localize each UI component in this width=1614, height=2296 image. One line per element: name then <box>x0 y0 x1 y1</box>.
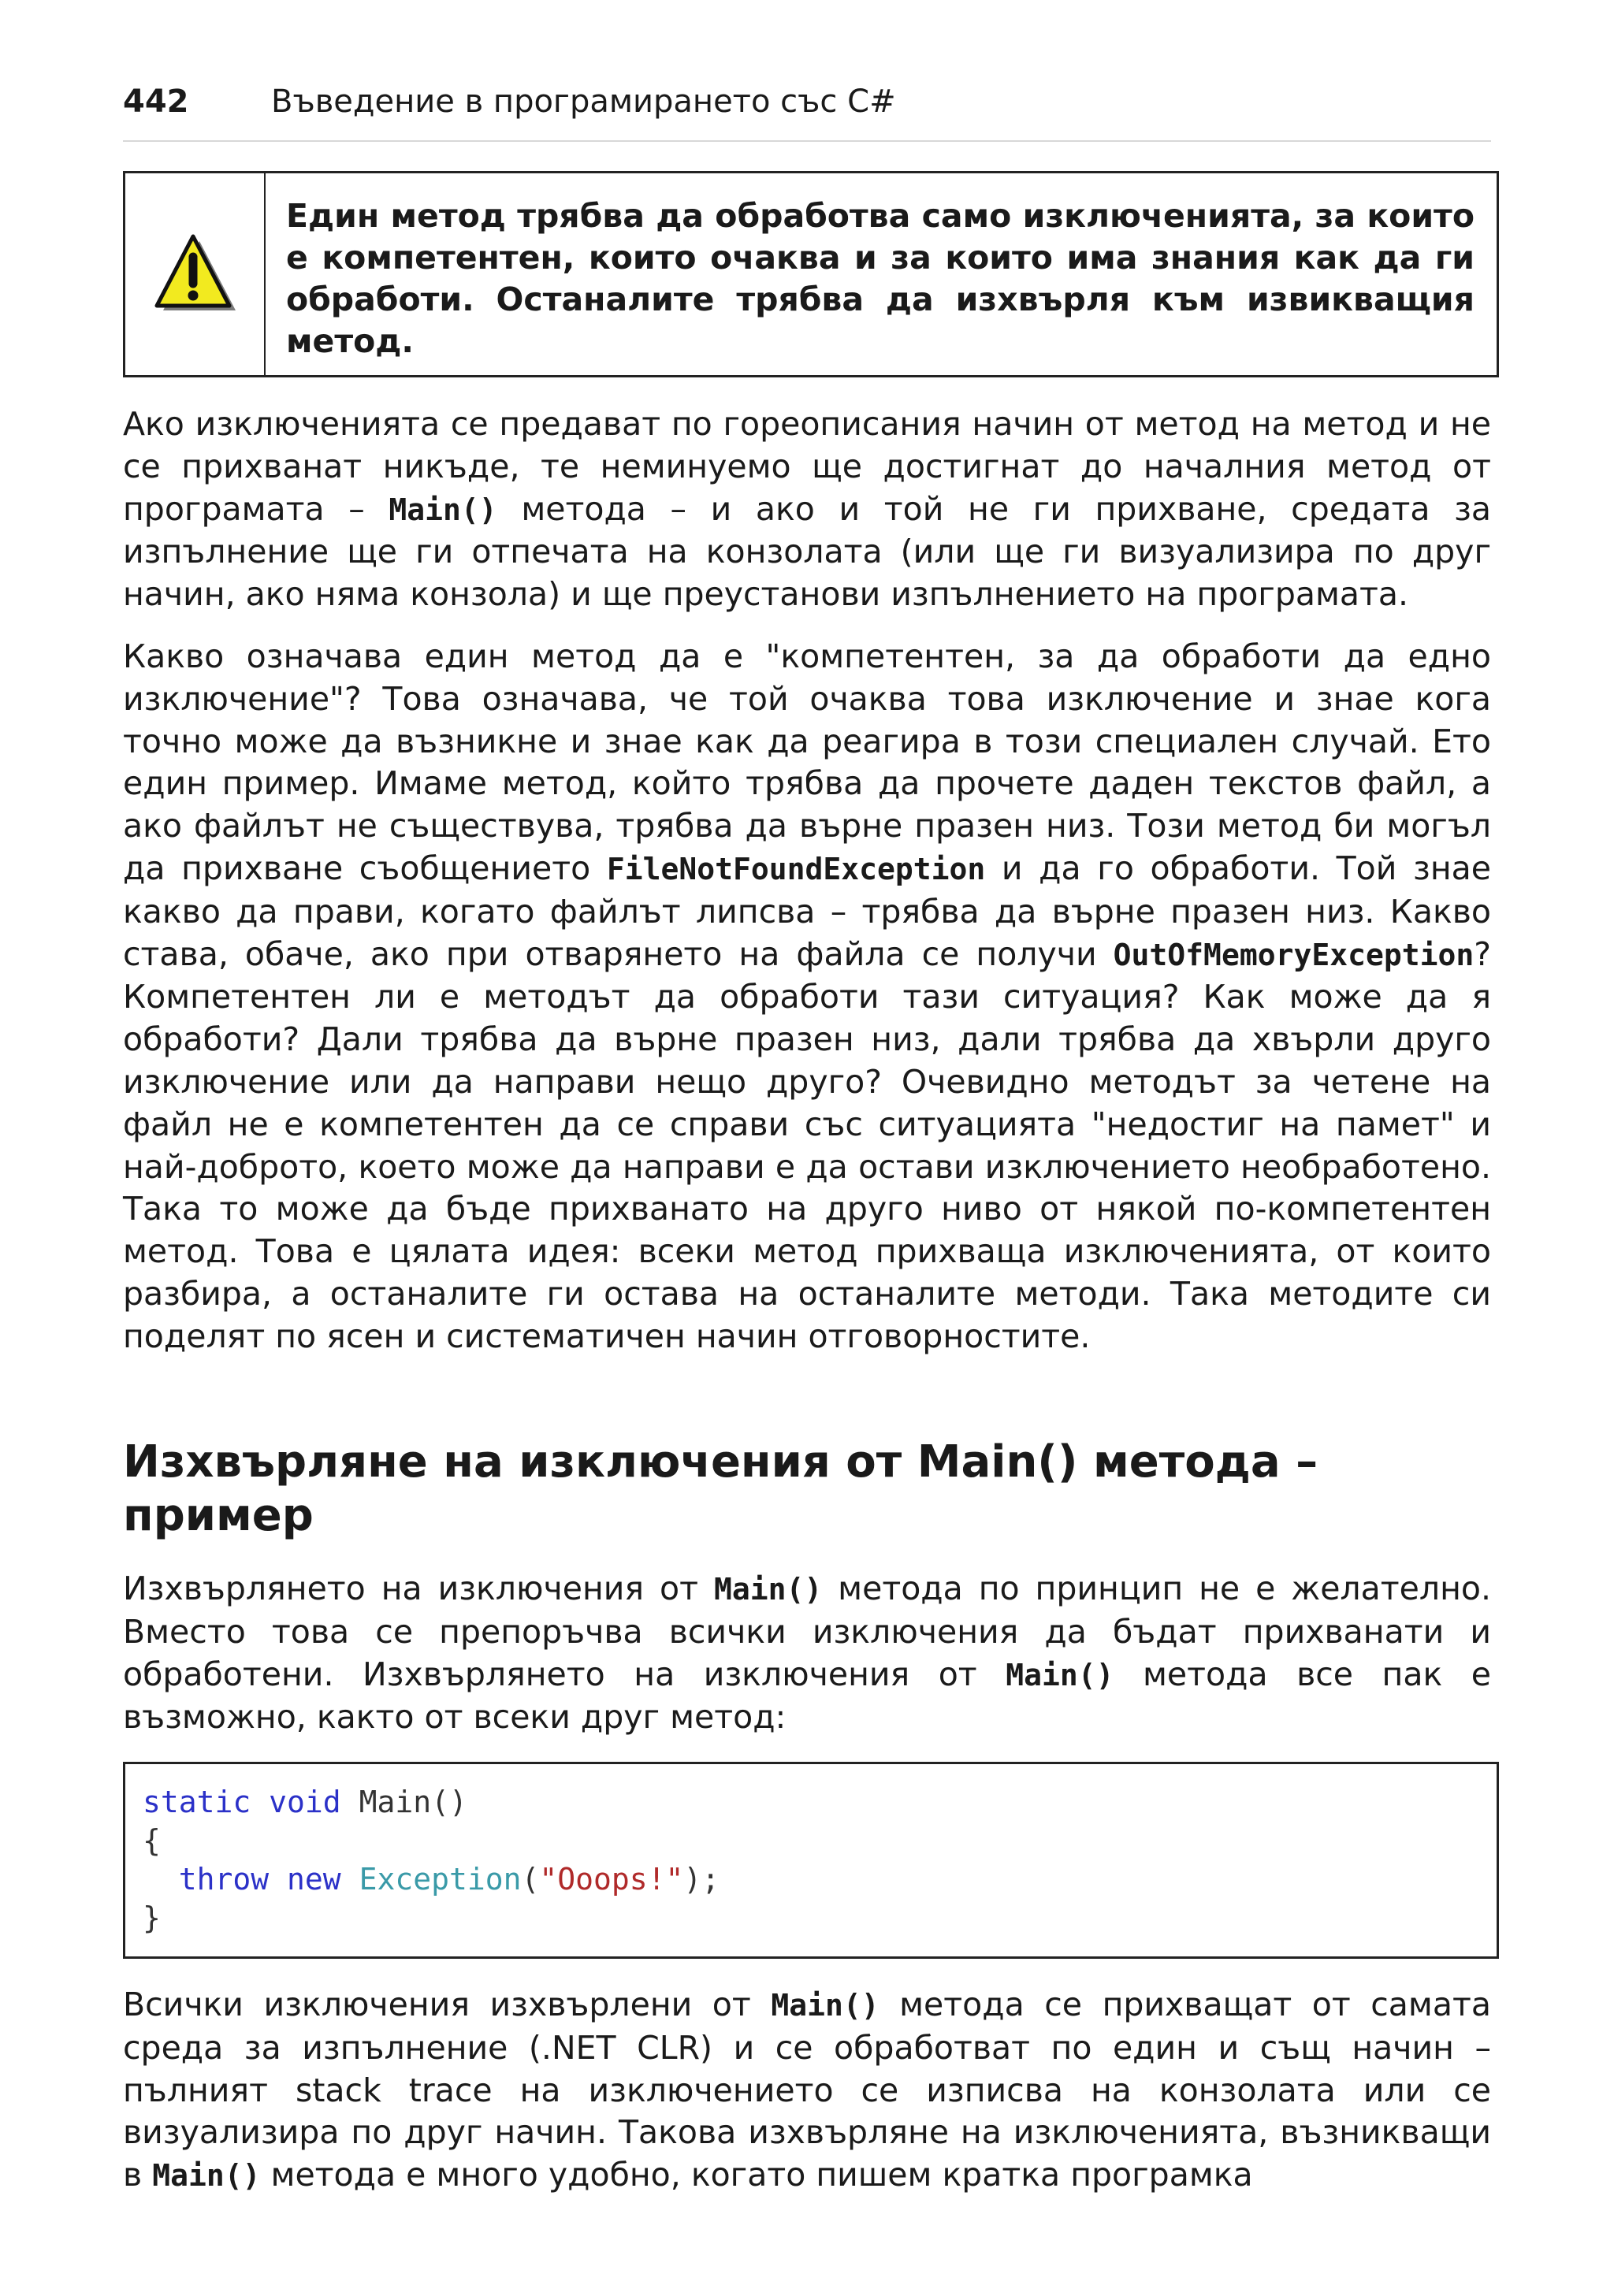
code-line-1 <box>143 1783 1497 1822</box>
inline-code-main: Main() <box>713 1572 823 1607</box>
inline-code-filenotfound: FileNotFoundException <box>606 851 986 886</box>
text-run: Изхвърлянето на изключения от <box>123 1570 714 1607</box>
code-type: Exception <box>359 1862 522 1897</box>
paragraph-1 <box>123 403 1491 616</box>
code-line-2: { <box>143 1823 161 1858</box>
text-run: ? Компетентен ли е методът да обработи тази ситуация? Как може да я обработи? Дали трябва да върне празен низ, дали трябва да хвърли друго изключение или да направи нещо друго? Очевидно методът за четене на файл не е компетентен да се справи със ситуацията "недостиг на памет" и най-доброто, което може да направи е да остави изключението необработено. Така то може да бъде прихванато на друго ниво от някой по-компетентен метод. Това е цялата идея: всеки метод прихваща изключенията, от които разбира, а останалите ги остава на останалите методи. Така методите си поделят по ясен и систематичен начин отговорностите. <box>123 934 1491 1355</box>
code-keyword: new <box>287 1862 341 1897</box>
paragraph-4 <box>123 1984 1491 2198</box>
book-title: Въведение в програмирането със C# <box>271 84 896 120</box>
warning-text: Един метод трябва да обработва само изключенията, за които е компетентен, които очаква и за които има знания как да ги обработи. Останалите трябва да изхвърля към извикващия метод. <box>286 197 1475 360</box>
warning-icon-cell <box>125 173 266 375</box>
text-run: и да го обработи. Той знае какво да прави, когато файлът липсва – трябва да върне празен низ. Какво става, обаче, ако при отварянето на файла се получи <box>123 849 1491 973</box>
code-line-3 <box>143 1860 1497 1899</box>
text-run: Какво означава един метод да е "компетентен, за да обработи да едно изключение"? Това означава, че той очаква това изключение и знае кога точно може да възникне и знае как да реагира в този специален случай. Ето един пример. Имаме метод, който трябва да прочете даден текстов файл, а ако файлът не съществува, трябва да върне празен низ. Този метод би могъл да прихване съобщението <box>123 637 1491 887</box>
page-number: 442 <box>123 84 189 120</box>
page-header <box>123 79 1491 142</box>
warning-triangle-icon <box>151 233 239 315</box>
inline-code-main: Main() <box>1006 1657 1114 1692</box>
code-keyword: static <box>143 1785 251 1819</box>
code-keyword: void <box>269 1785 341 1819</box>
code-line-4: } <box>143 1900 161 1935</box>
paragraph-2 <box>123 636 1491 1358</box>
inline-code-outofmemory: OutOfMemoryException <box>1113 937 1475 972</box>
code-string: "Ooops!" <box>539 1862 684 1897</box>
text-run: метода се прихващат от самата среда за изпълнение (.NET CLR) и се обработват по един и същ начин – пълният stack trace на изключението се изписва на конзолата или се визуализира по друг начин. Такова изхвърляне на изключенията, възникващи в <box>123 1986 1491 2194</box>
text-run: Ако изключенията се предават по гореописания начин от метод на метод и не се прихванат никъде, те неминуемо ще достигнат до началния метод от програмата – <box>123 405 1491 528</box>
code-block <box>123 1762 1499 1959</box>
inline-code-main: Main() <box>152 2158 261 2194</box>
paragraph-3 <box>123 1568 1491 1739</box>
code-keyword: throw <box>178 1862 270 1897</box>
code-identifier: Main() <box>359 1785 467 1819</box>
code-punct: ); <box>683 1862 720 1897</box>
section-heading: Изхвърляне на изключения от Main() метода – пример <box>123 1436 1318 1541</box>
text-run: Всички изключения изхвърлени от <box>123 1986 772 2023</box>
code-punct: ( <box>521 1862 540 1897</box>
inline-code-main: Main() <box>771 1988 880 2023</box>
inline-code-main: Main() <box>389 492 497 527</box>
warning-box <box>123 171 1499 377</box>
text-run: метода по принцип не е желателно. Вместо това се препоръчва всички изключения да бъдат прихванати и обработени. Изхвърлянето на изключения от <box>123 1570 1491 1693</box>
text-run: метода – и ако и той не ги прихване, средата за изпълнение ще ги отпечата на конзолата (или ще ги визуализира по друг начин, ако няма конзола) и ще преустанови изпълнението на програмата. <box>123 489 1491 614</box>
text-run: метода все пак е възможно, както от всеки друг метод: <box>123 1655 1491 1737</box>
text-run: метода е много удобно, когато пишем кратка програмка <box>260 2156 1253 2194</box>
